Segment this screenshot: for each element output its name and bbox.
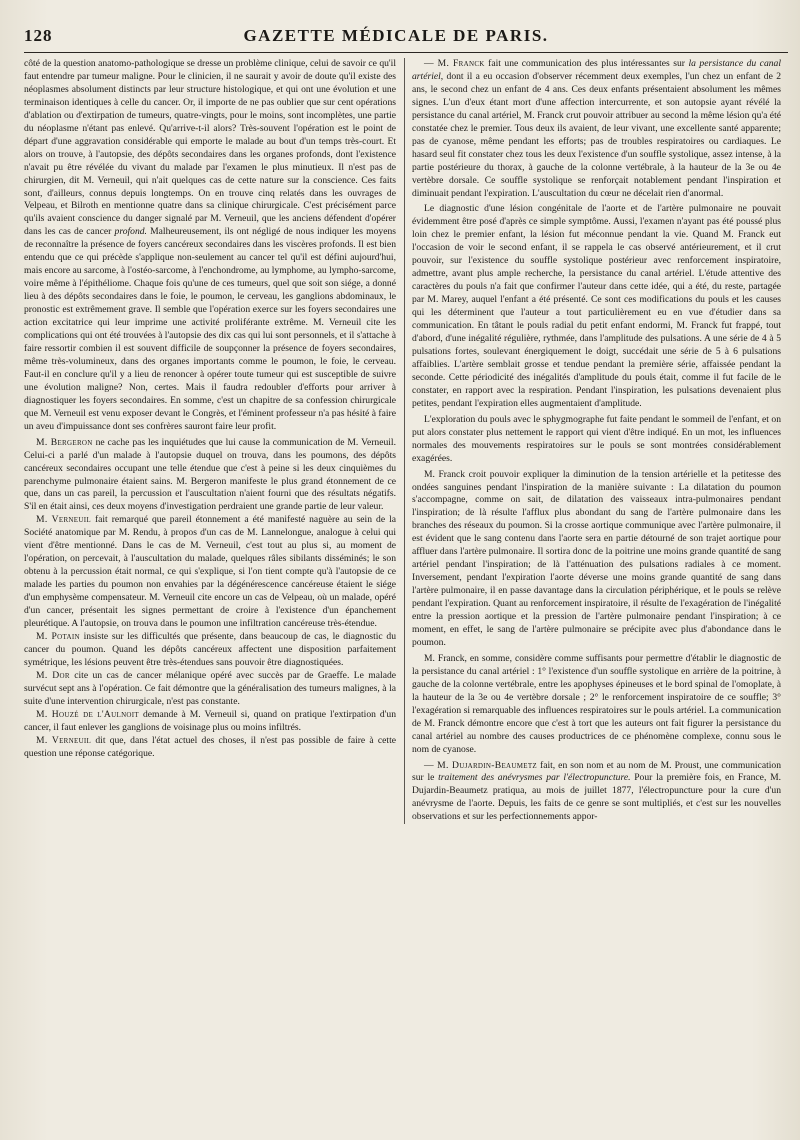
page-number: 128 <box>24 26 53 45</box>
paragraph: M. Potain insiste sur les difficultés que présente, dans beaucoup de cas, le diagnostic du cancer du poumon. Quand les dépôts cancéreux affectent une disposition parfaitement symétrique, les lésions peuvent être très-étendues sans pouvoir être diagnostiquées. <box>24 630 396 668</box>
paragraph: M. Franck, en somme, considère comme suffisants pour permettre d'établir le diagnostic de la persistance du canal artériel : 1° l'existence d'un souffle systolique en arrière de la poitrine, à gauche de la colonne vertébrale, entre les apophyses épineuses et le bord spinal de l'omoplate, à la hauteur de la 3e ou 4e vertèbre dorsale ; 2° le renforcement inspiratoire de ce souffle; 3° l'exagération si remarquable des influences respiratoires sur le pouls artériel. La communication de M. Franck démontre encore que c'est à tort que les auteurs ont fait figurer la persistance du canal artériel au nombre des causes productrices de ce phénomène complexe, connu sous le nom de cyanose. <box>412 652 781 755</box>
speaker-name: M. Bergeron <box>36 436 93 448</box>
paragraph: M. Dor cite un cas de cancer mélanique opéré avec succès par de Graeffe. Le malade survécut sept ans à l'opération. Ce fait démontre que la généralisation des tumeurs malignes, à la suite d'une intervention chirurgicale, n'est pas constante. <box>24 669 397 707</box>
journal-title: GAZETTE MÉDICALE DE PARIS. <box>243 26 549 45</box>
speaker-name: — M. Franck <box>424 58 485 69</box>
speaker-name: M. Verneuil <box>36 734 92 746</box>
paragraph: M. Verneuil dit que, dans l'état actuel des choses, il n'est pas possible de faire à cette question une réponse catégorique. <box>24 734 396 759</box>
speaker-name: — M. Dujardin-Beaumetz <box>424 759 538 771</box>
paragraph: côté de la question anatomo-pathologique se dresse un problème clinique, celui de savoir ce qu'il faut entendre par tumeur maligne. Pour le clinicien, il ne saurait y avoir de doute qu'il existe des néoplasmes absolument distincts par leur structure histologique, et qui ont une évolution et une terminaison identiques à celle du cancer. Or, il importe de ne pas oublier que sur cent opérations d'ablation ou d'extirpation de tumeurs, quatre-vingts, pour le moins, sont incomplètes, une partie du néoplasme n'étant pas enlevé. Qu'arrive-t-il alors? Très-souvent l'opération est le point de départ d'une aggravation considérable qui emporte le malade au bout d'un temps très-court. Et alors on trouve, à l'autopsie, des dépôts secondaires dans les organes profonds, dont l'existence n'avait pu être révélée du vivant du malade par l'examen le plus minutieux. Il n'est pas de chirurgien, dit M. Verneuil, qui n'ait quelques cas de cette nature sur la conscience. Ces faits sont, d'ailleurs, connus depuis longtemps. On en trouve cinq relatés dans les ouvrages de Velpeau, et Bilroth en mentionne quatre dans sa clinique chirurgicale. C'est précisément parce qu'ils avaient conscience du danger signalé par M. Verneuil, que les anciens défendent d'opérer dans les cas de cancer profond. Malheureusement, ils ont négligé de nous indiquer les moyens de reconnaître la présence de foyers cancéreux secondaires dans les viscères profonds. Il est bien entendu que ce qui précède s'applique non-seulement au cancer tel qu'il est défini aujourd'hui, mais encore au sarcome, à l'ostéo-sarcome, à l'enchondrome, au lymphome, au lympho-sarcome, voire même à l'épithéliome. Chaque fois qu'une de ces tumeurs, quel que soit son siége, a donné lieu à des dépôts secondaires dans le foie, le poumon, le cerveau, les ganglions abdominaux, le pronostic est extrêmement grave. Il semble que l'opération exerce sur les foyers secondaires une action excitatrice qui leur imprime une activité proliférante extrême. M. Verneuil cite les complications qui ont été trouvées à l'autopsie des dix cas qui lui sont personnels, et il s'attache à faire ressortir combien il est souvent difficile de soupçonner la présence de foyers secondaires, même très-volumineux, dans des organes importants comme le poumon, le foie, le cerveau. Faut-il en conclure qu'il y a lieu de renoncer à opérer toute tumeur qui est susceptible de suivre une évolution maligne? Non, certes. Mais il faudra redoubler d'efforts pour arriver à diagnostiquer les foyers secondaires. En somme, c'est un chapitre de sa confession chirurgicale que M. Verneuil est venu exposer devant le Congrès, et l'éminent professeur n'a pas hésité à faire un aveu d'impuissance dont ses confrères sauront faire leur profit. <box>24 58 396 432</box>
right-column <box>404 58 781 824</box>
speaker-name: M. Houzé de l'Aulnoit <box>36 708 139 720</box>
paragraph: M. Houzé de l'Aulnoit demande à M. Verneuil si, quand on pratique l'extirpation d'un cancer, il faut enlever les ganglions de voisinage plus ou moins infiltrés. <box>24 708 397 733</box>
paragraph: — M. Franck fait une communication des plus intéressantes sur la persistance du canal artériel, dont il a eu occasion d'observer récemment deux exemples, l'un chez un enfant de 2 ans, le second chez un enfant de 4 ans. Ces deux enfants présentaient absolument les mêmes signes. L'un d'eux étant mort d'une affection intercurrente, et son autopsie ayant révélé la persistance du canal artériel, M. Franck crut pouvoir attribuer au second la même lésion qu'a été constatée chez le premier. Tous deux ils avaient, de leur vivant, une excellente santé apparente; pas de cyanose, même pendant les efforts; pas de troubles respiratoires ou cardiaques. Le hasard seul fit constater chez tous les deux l'existence d'un souffle systolique, assez intense, à la partie postérieure du thorax, à gauche de la colonne vertébrale, à la hauteur de la 3e ou 4e vertèbre dorsale. Ce souffle systolique se renforçait notablement pendant l'inspiration et diminuait pendant l'expiration. L'auscultation du cœur ne décelait rien d'anormal. <box>412 58 782 199</box>
paragraph: M. Verneuil fait remarqué que pareil étonnement a été manifesté naguère au sein de la Société anatomique par M. Rendu, à propos d'un cas de M. Lannelongue, analogue à celui qui vient d'être mentionné. Dans le cas de M. Verneuil, c'est tout au plus si, au moment de l'opération, on percevait, à l'auscultation du malade, quelques râles sibilants disséminés; le son obtenu à la percussion était normal, ce qui s'explique, si l'on tient compte qu'à l'autopsie de ce malade les parties du poumon non envahies par la dégénérescence cancéreuse étaient le siége d'un emphysème compensateur. M. Verneuil cite encore un cas de Velpeau, où un malade, opéré d'un cancer, présentait les signes permettant de croire à l'existence d'un épanchement pleurétique. A l'autopsie, on trouva dans le poumon une infiltration cancéreuse très-étendue. <box>24 514 396 629</box>
article-columns <box>24 58 788 824</box>
paragraph: M. Bergeron ne cache pas les inquiétudes que lui cause la communication de M. Verneuil. Celui-ci a parlé d'un malade à l'autopsie duquel on trouva, dans les poumons, des dépôts cancéreux secondaires occupant une telle étendue que c'est à peine si les deux cinquièmes du parenchyme pulmonaire étaient sains. M. Bergeron manifeste le plus grand étonnement de ce que, dans un cas pareil, la percussion et l'auscultation n'aient fourni que des résultats négatifs. S'il en était ainsi, ces deux moyens d'investigation perdraient une grande partie de leur valeur. <box>24 436 396 513</box>
paragraph: — M. Dujardin-Beaumetz fait, en son nom et au nom de M. Proust, une communication sur le traitement des anévrysmes par l'électropuncture. Pour la première fois, en France, M. Dujardin-Beaumetz pratiqua, au mois de juillet 1877, l'électropuncture pour la cure d'un anévrysme de l'aorte. Depuis, les faits de ce genre se sont multipliés, et c'est sur les nouvelles observations et sur les perfectionnements appor- <box>412 759 782 823</box>
speaker-name: M. Dor <box>36 669 70 681</box>
paragraph: Le diagnostic d'une lésion congénitale de l'aorte et de l'artère pulmonaire ne pouvait évidemment être posé d'après ce simple symptôme. Aussi, l'examen n'ayant pas été poussé plus loin chez le premier enfant, la lésion fut méconnue pendant la vie. Quand M. Franck eut l'occasion de voir le second enfant, il se rappela le cas observé antérieurement, et il crut pouvoir, sur l'existence du souffle systolique postérieur avec renforcement inspiratoire, admettre, avant plus ample recherche, la persistance du canal artériel. L'étude attentive des caractères du pouls n'a fait que confirmer l'auteur dans cette idée, qui a été, du reste, partagée par M. Marey, auquel l'enfant a été présenté. Ce sont ces modifications du pouls et les causes qui les déterminent que l'auteur a tout particulièrement eu en vue d'étudier dans sa communication. En tâtant le pouls radial du petit enfant endormi, M. Franck fut frappé, tout d'abord, d'une inégalité régulière, rythmée, dans l'amplitude des pulsations. A une série de 4 à 5 pulsations fortes, soulevant énergiquement le doigt, succédait une série de 5 à 6 pulsations affaiblies. L'artère semblait grosse et tendue pendant la première série, affaissée pendant la seconde. Cette périodicité des inégalités d'amplitude du pouls était, comme il fut facile de le constater, en rapport avec la respiration. Pendant l'inspiration, les pulsations devenaient plus petites, pendant l'expiration elles augmentaient d'amplitude. <box>412 203 781 409</box>
paragraph: M. Franck croit pouvoir expliquer la diminution de la tension artérielle et la petitesse des ondées sanguines pendant l'inspiration de la manière suivante : La dilatation du poumon s'accompagne, comme on sait, de dilatation des vaisseaux intra-pulmonaires pendant l'inspiration; de là résulte l'afflux plus abondant du sang de l'artère pulmonaire dans les branches des réseaux du poumon. Si la crosse aortique communique avec l'artère pulmonaire, il est évident que le sang contenu dans l'aorte sera en partie détourné de son trajet aortique pour affluer dans l'artère pulmonaire. Il sortira donc de la poitrine une moins grande quantité de sang artériel pendant l'inspiration; de là l'atténuation des pulsations radiales à ce moment. Inversement, pendant l'expiration l'aorte déverse une moins grande quantité de sang dans l'artère pulmonaire, il en passe davantage dans la circulation périphérique, et le pouls se relève pendant l'expiration. Quant au renforcement inspiratoire, il résulte de l'exagération de l'inégalité entre la pression aortique et la pression de l'artère pulmonaire pendant l'inspiration; à ce moment, en effet, le sang de l'artère pulmonaire se précipite avec plus d'abondance dans le poumon. <box>412 468 781 648</box>
speaker-name: M. Potain <box>36 630 80 642</box>
left-column <box>24 58 396 824</box>
paragraph: L'exploration du pouls avec le sphygmographe fut faite pendant le sommeil de l'enfant, et on put alors constater plus nettement le rapport qui vient d'être indiqué. En un mot, les influences normales des mouvements respiratoires sur le pouls se sont montrées considérablement exagérées. <box>412 413 781 464</box>
speaker-name: M. Verneuil <box>36 514 91 526</box>
page-header <box>24 26 788 53</box>
